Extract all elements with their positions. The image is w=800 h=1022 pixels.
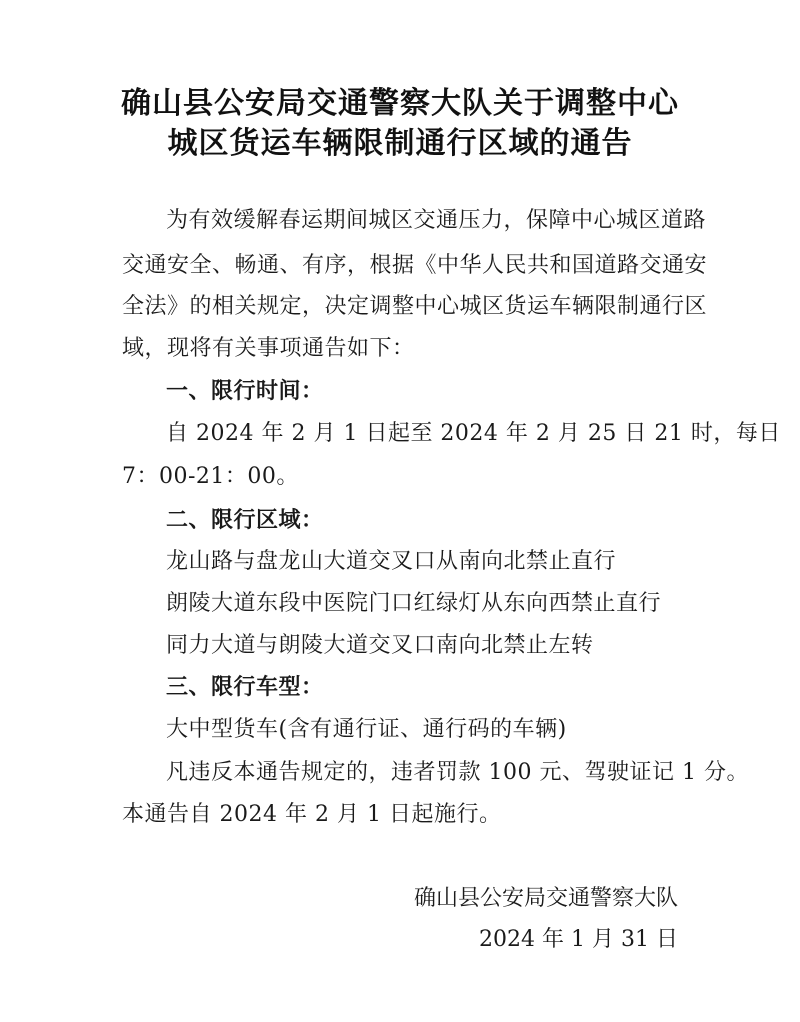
section-time-line-1: 自 2024 年 2 月 1 日起至 2024 年 2 月 25 日 21 时，每日 xyxy=(166,421,781,446)
section-time-heading: 一、限行时间： xyxy=(166,379,324,404)
vehicle-type: 大中型货车(含有通行证、通行码的车辆) xyxy=(166,717,567,742)
intro-line-3: 全法》的相关规定，决定调整中心城区货运车辆限制通行区 xyxy=(122,294,708,319)
effective-date-text: 本通告自 2024 年 2 月 1 日起施行。 xyxy=(122,802,502,827)
title-line-2: 城区货运车辆限制通行区域的通告 xyxy=(167,126,633,161)
area-item-3: 同力大道与朗陵大道交叉口南向北禁止左转 xyxy=(166,633,594,658)
penalty-text: 凡违反本通告规定的，违者罚款 100 元、驾驶证记 1 分。 xyxy=(166,760,749,785)
section-time-line-2: 7：00-21：00。 xyxy=(122,464,299,489)
intro-line-4: 域，现将有关事项通告如下： xyxy=(122,336,415,361)
issue-date: 2024 年 1 月 31 日 xyxy=(479,927,678,952)
title-line-1: 确山县公安局交通警察大队关于调整中心 xyxy=(121,86,679,121)
area-item-2: 朗陵大道东段中医院门口红绿灯从东向西禁止直行 xyxy=(166,591,662,616)
section-vehicle-heading: 三、限行车型： xyxy=(166,675,324,700)
issuer-signature: 确山县公安局交通警察大队 xyxy=(413,886,678,911)
intro-line-1: 为有效缓解春运期间城区交通压力，保障中心城区道路 xyxy=(166,208,707,233)
area-item-1: 龙山路与盘龙山大道交叉口从南向北禁止直行 xyxy=(166,549,617,574)
section-area-heading: 二、限行区域： xyxy=(166,508,324,533)
intro-line-2: 交通安全、畅通、有序，根据《中华人民共和国道路交通安 xyxy=(122,253,708,278)
